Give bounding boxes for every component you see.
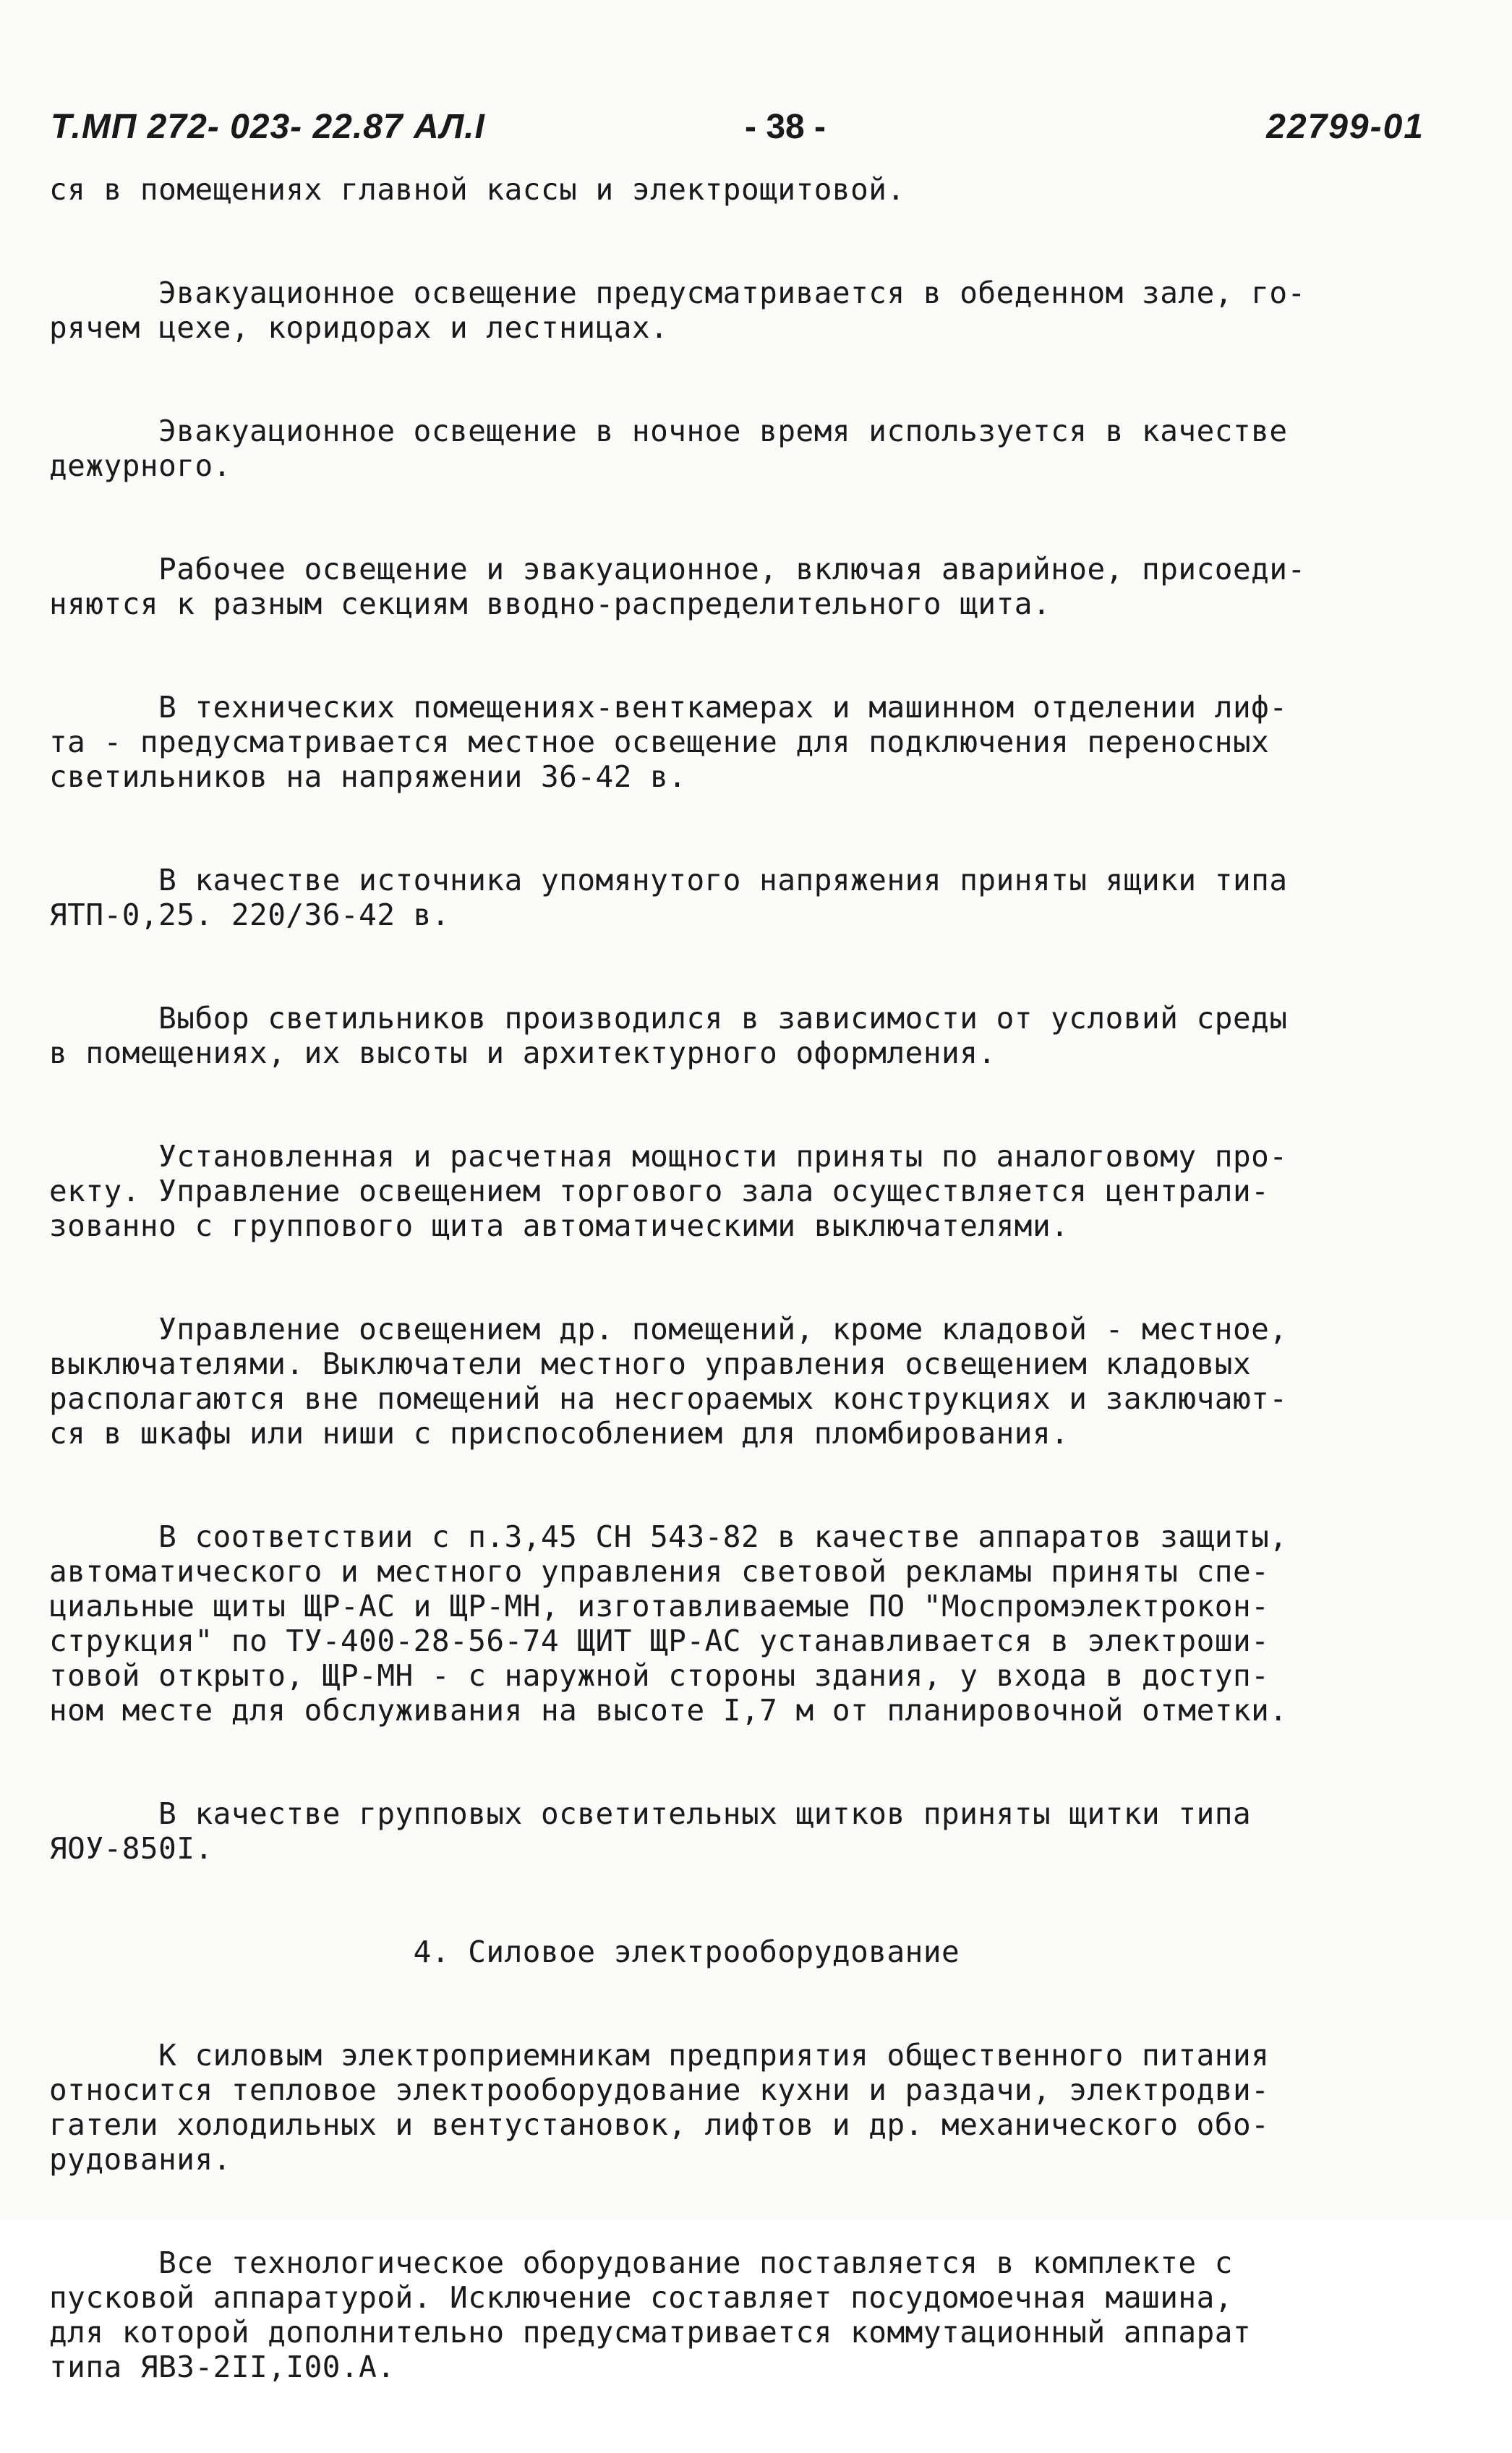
page-number: - 38 -: [745, 108, 827, 146]
text-line: товой открыто, ЩР-МН - с наружной стороны здания, у входа в доступ-: [49, 1658, 1270, 1693]
paragraph: [49, 863, 1438, 932]
section-heading: [49, 1934, 1438, 1969]
text-line: Выбор светильников производился в зависимости от условий среды: [49, 1001, 1288, 1036]
text-line: для которой дополнительно предусматривается коммутационный аппарат: [49, 2315, 1252, 2350]
text-line: няются к разным секциям вводно-распределительного щита.: [49, 586, 1051, 621]
paragraph: [49, 690, 1438, 794]
text-line: В технических помещениях-венткамерах и машинном отделении лиф-: [49, 690, 1288, 725]
text-line: В качестве групповых осветительных щитков приняты щитки типа: [49, 1796, 1252, 1831]
text-line: екту. Управление освещением торгового зала осуществляется централи-: [49, 1174, 1270, 1208]
text-line: гатели холодильных и вентустановок, лифтов и др. механического обо-: [49, 2107, 1270, 2142]
text-line: относится тепловое электрооборудование кухни и раздачи, электродви-: [49, 2073, 1270, 2107]
paragraph: [49, 1312, 1438, 1451]
paragraph: [49, 1796, 1438, 1866]
text-line: светильников на напряжении 36-42 в.: [49, 759, 687, 794]
text-line: типа ЯВЗ-2II,I00.А.: [49, 2350, 396, 2384]
text-line: ЯОУ-850I.: [49, 1831, 213, 1866]
text-line: ся в помещениях главной кассы и электрощитовой.: [49, 172, 905, 207]
text-line: пусковой аппаратурой. Исключение составляет посудомоечная машина,: [49, 2280, 1233, 2315]
paragraph: [49, 2245, 1438, 2384]
document-code: Т.МП 272- 023- 22.87 АЛ.I: [51, 108, 485, 146]
text-line: Все технологическое оборудование поставляется в комплекте с: [49, 2245, 1233, 2280]
paragraph: [49, 1001, 1438, 1070]
text-line: Установленная и расчетная мощности приняты по аналоговому про-: [49, 1139, 1288, 1174]
paragraph: [49, 414, 1438, 483]
page-header: [51, 107, 1425, 158]
text-line: К силовым электроприемникам предприятия общественного питания: [49, 2038, 1270, 2073]
text-line: автоматического и местного управления световой рекламы приняты спе-: [49, 1554, 1270, 1589]
text-line: Эвакуационное освещение в ночное время используется в качестве: [49, 414, 1288, 448]
text-line: зованно с группового щита автоматическими выключателями.: [49, 1208, 1069, 1243]
text-line: ном месте для обслуживания на высоте I,7 м от планировочной отметки.: [49, 1693, 1288, 1728]
text-line: та - предусматривается местное освещение для подключения переносных: [49, 725, 1270, 759]
paragraph: [49, 172, 1438, 207]
text-line: рячем цехе, коридорах и лестницах.: [49, 310, 669, 345]
text-line: в помещениях, их высоты и архитектурного оформления.: [49, 1036, 996, 1070]
document-body: [49, 172, 1438, 2453]
paragraph: [49, 1519, 1438, 1728]
text-line: располагаются вне помещений на несгораемых конструкциях и заключают-: [49, 1381, 1288, 1416]
text-line: Эвакуационное освещение предусматривается в обеденном зале, го-: [49, 276, 1306, 310]
paragraph: [49, 1139, 1438, 1243]
text-line: струкция" по ТУ-400-28-56-74 ЩИТ ЩР-АС устанавливается в электроши-: [49, 1624, 1270, 1658]
paragraph: [49, 552, 1438, 621]
paragraph: [49, 276, 1438, 345]
section-heading-text: 4. Силовое электрооборудование: [49, 1934, 960, 1969]
text-line: циальные щиты ЩР-АС и ЩР-МН, изготавливаемые ПО "Моспромэлектрокон-: [49, 1589, 1270, 1624]
text-line: ЯТП-0,25. 220/36-42 в.: [49, 897, 450, 932]
text-line: выключателями. Выключатели местного управления освещением кладовых: [49, 1347, 1252, 1381]
text-line: дежурного.: [49, 448, 231, 483]
registration-number: 22799-01: [1266, 108, 1425, 146]
text-line: рудования.: [49, 2142, 231, 2177]
text-line: В качестве источника упомянутого напряжения приняты ящики типа: [49, 863, 1288, 897]
text-line: В соответствии с п.3,45 СН 543-82 в качестве аппаратов защиты,: [49, 1519, 1288, 1554]
text-line: Рабочее освещение и эвакуационное, включая аварийное, присоеди-: [49, 552, 1306, 586]
text-line: ся в шкафы или ниши с приспособлением для пломбирования.: [49, 1416, 1069, 1451]
text-line: Управление освещением др. помещений, кроме кладовой - местное,: [49, 1312, 1288, 1347]
paragraph: [49, 2038, 1438, 2177]
